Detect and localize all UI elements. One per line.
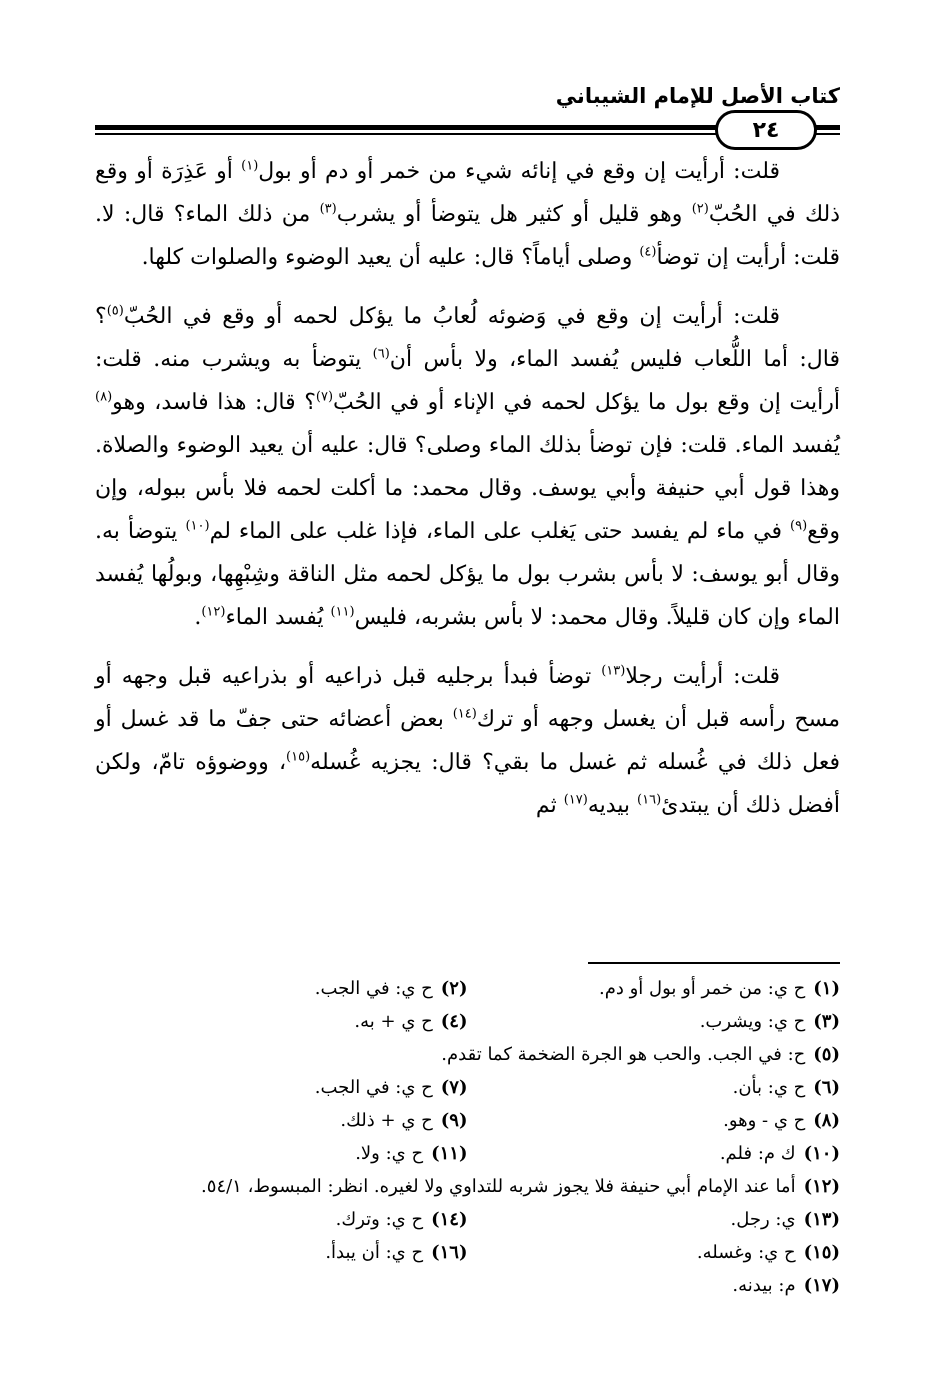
footnote [95,1038,840,1071]
footnote-text: ح ي: في الجب. [314,1077,433,1098]
footnote-ref: (٩) [790,518,808,534]
footnote-text: ك م: فلم. [719,1143,796,1164]
footnote [468,1005,841,1038]
text-run: بيديه [587,793,638,818]
footnote [95,1137,468,1170]
footnote-row [95,1005,840,1038]
text-run: وصلى أياماً؟ قال: عليه أن يعيد الوضوء والصلوات كلها. [141,245,640,270]
footnote-ref: (٧) [315,389,334,405]
footnote-ref: (٥) [106,303,124,319]
footnote [468,972,841,1005]
book-title: كتاب الأصل للإمام الشيباني [555,84,840,108]
paragraph [95,150,840,279]
footnote-ref: (٣) [319,201,337,217]
text-run: يتوضأ به. وقال أبو يوسف: لا بأس بشرب بول ما يؤكل لحمه مثل الناقة وشِبْهِها، وبولُها يُفسد الماء وإن كان قليلاً. وقال محمد: لا بأس بشربه، فليس [95,519,841,630]
footnote [95,1203,468,1236]
text-run: وهو قليل أو كثير هل يتوضأ أو يشرب [336,202,692,227]
footnote-number: (٧) [440,1077,468,1098]
footnote [95,1269,840,1302]
text-run: ثم [535,793,564,818]
text-run: . [194,605,202,630]
footnote-number: (٣) [813,1011,840,1032]
footnote [95,1236,468,1269]
footnote-number: (١٣) [803,1209,840,1230]
footnote-number: (٤) [440,1011,468,1032]
text-run: توضأ فبدأ برجليه قبل ذراعيه أو بذراعيه قبل وجهه أو مسح رأسه قبل أن يغسل وجهه أو ترك [95,664,840,732]
text-run: أو عَذِرَة أو وقع ذلك في الحُبّ [95,159,841,227]
footnote-text: أما عند الإمام أبي حنيفة فلا يجوز شربه للتداوي ولا لغيره. انظر: المبسوط، ٥٤/١. [201,1176,796,1197]
footnote-text: ح ي: من خمر أو بول أو دم. [598,978,806,999]
footnote [95,1005,468,1038]
footnote [468,1203,841,1236]
footnote-row [95,1236,840,1269]
text-run: ؟ قال: هذا فاسد، وهو [112,390,316,415]
footnote [95,1104,468,1137]
footnote-text: ح ي + به. [354,1011,433,1032]
page-number-badge [715,110,817,150]
footnote-ref: (٨) [95,389,113,405]
footnote-number: (٢) [440,978,468,999]
footnote [468,1236,841,1269]
footnote-ref: (١٧) [563,792,588,808]
footnote-text: ح ي: أن يبدأ. [325,1242,424,1263]
footnote-number: (١٧) [803,1275,840,1296]
footnote-ref: (٦) [372,346,390,362]
footnote-text: م: بيدنه. [732,1275,796,1296]
footnote-text: ح ي: بأن. [732,1077,806,1098]
text-run: قلت: أرأيت إن وقع في إنائه شيء من خمر أو دم أو بول [258,159,780,184]
footnote-number: (١٦) [431,1242,468,1263]
footnote-ref: (١١) [330,604,355,620]
running-header [95,80,840,148]
text-run: ، ووضوؤه تامّ، ولكن أفضل ذلك أن يبتدئ [95,750,840,818]
footnote-text: ح: في الجب. والحب هو الجرة الضخمة كما تقدم. [441,1044,806,1065]
text-run: قلت: أرأيت إن وقع في وَضوئه لُعابُ ما يؤكل لحمه أو وقع في الحُبّ [123,304,780,329]
footnote [95,1170,840,1203]
footnote-number: (٩) [440,1110,468,1131]
footnote-ref: (١٤) [452,706,477,722]
main-text [95,150,840,843]
footnote-number: (١٥) [803,1242,840,1263]
footnote-ref: (٢) [691,201,709,217]
footnote-row [95,1104,840,1137]
footnote-row [95,1203,840,1236]
footnote-text: ي: رجل. [730,1209,796,1230]
footnote-number: (١١) [431,1143,468,1164]
footnote-text: ح ي: ويشرب. [699,1011,806,1032]
text-run: بعض أعضائه حتى جفّ ما قد غسل أو فعل ذلك في غُسله ثم غسل ما بقي؟ قال: يجزيه غُسله [95,707,841,775]
footnote-row [95,972,840,1005]
footnote-text: ح ي: وغسله. [696,1242,796,1263]
footnote-number: (١٤) [431,1209,468,1230]
footnote-text: ح ي - وهو. [723,1110,806,1131]
footnote-ref: (١٦) [637,792,662,808]
footnote-number: (٦) [813,1077,840,1098]
footnote-ref: (١٥) [286,749,311,765]
footnote [95,972,468,1005]
footnote-text: ح ي: وترك. [335,1209,424,1230]
text-run: من ذلك الماء؟ قال: لا. قلت: أرأيت إن توضأ [95,202,840,270]
text-run: يُفسد الماء. قلت: فإن توضأ بذلك الماء وصلى؟ قال: عليه أن يعيد الوضوء والصلاة. وهذا قول أبي حنيفة وأبي يوسف. وقال محمد: ما أكلت لحمه فلا بأس ببوله، وإن وقع [95,433,840,544]
footnote-separator [588,962,840,964]
footnote [468,1137,841,1170]
text-run: ؟ قال: أما اللُّعاب فليس يُفسد الماء، ولا بأس أن [95,304,840,372]
footnote-number: (١) [813,978,840,999]
footnote-number: (١٢) [803,1176,840,1197]
paragraph [95,655,840,827]
footnote [468,1071,841,1104]
footnote-ref: (١٢) [201,604,226,620]
footnotes [95,972,840,1302]
footnote-text: ح ي: في الجب. [314,978,433,999]
footnote-ref: (١) [241,158,259,174]
text-run: في ماء لم يفسد حتى يَغلب على الماء، فإذا غلب على الماء لم [209,519,790,544]
footnote-text: ح ي + ذلك. [340,1110,433,1131]
footnote-row [95,1137,840,1170]
footnote-number: (٥) [813,1044,840,1065]
footnote-number: (٨) [813,1110,840,1131]
footnote-text: ح ي: ولا. [355,1143,424,1164]
text-run: يُفسد الماء [225,605,331,630]
footnote [95,1071,468,1104]
footnote [468,1104,841,1137]
footnote-ref: (١٣) [601,663,626,679]
text-run: قلت: أرأيت رجلا [625,664,780,689]
footnote-ref: (١٠) [185,518,210,534]
footnote-ref: (٤) [639,244,657,260]
text-run: يتوضأ به ويشرب منه. قلت: أرأيت إن وقع بول ما يؤكل لحمه في الإناء أو في الحُبّ [95,347,840,415]
footnote-row [95,1071,840,1104]
page-number: ٢٤ [752,117,780,143]
footnote-number: (١٠) [803,1143,840,1164]
paragraph [95,295,840,639]
